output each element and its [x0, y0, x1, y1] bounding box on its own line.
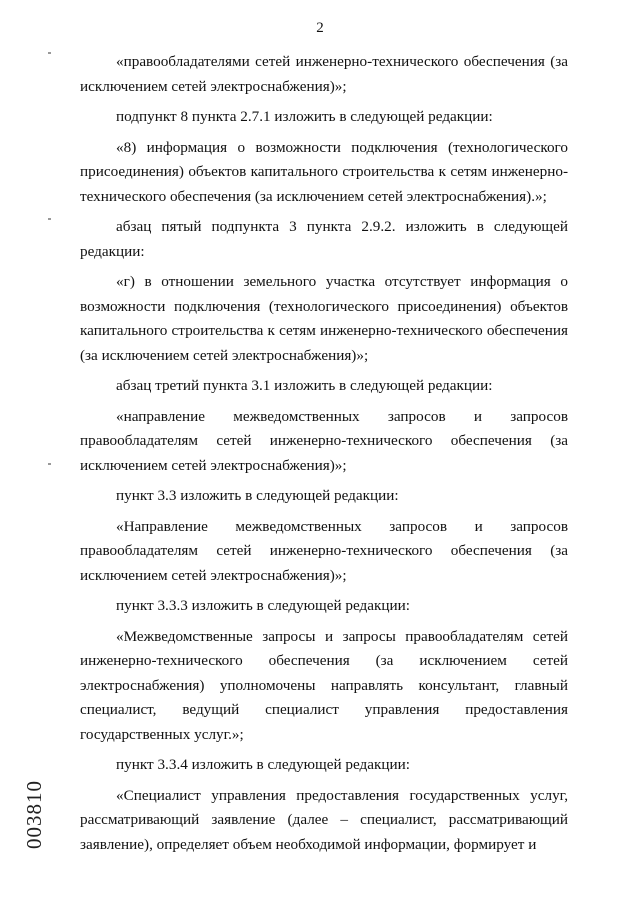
- paragraph: пункт 3.3 изложить в следующей редакции:: [116, 487, 399, 504]
- paragraph: «направление межведомственных запросов и запросов правообладателям сетей инженерно-технического обеспечения (за исключением сетей электроснабжения)»;: [80, 407, 568, 474]
- document-body: [80, 50, 568, 863]
- paragraph: «Специалист управления предоставления государственных услуг, рассматривающий заявление (далее – специалист, рассматривающий заявление), определяет объем необходимой информации, формирует и: [80, 786, 568, 853]
- paragraph: подпункт 8 пункта 2.7.1 изложить в следующей редакции:: [116, 108, 493, 125]
- page-number: 2: [316, 20, 324, 36]
- margin-mark: [48, 218, 51, 220]
- paragraph: «Направление межведомственных запросов и запросов правообладателям сетей инженерно-технического обеспечения (за исключением сетей электроснабжения)»;: [80, 517, 568, 584]
- paragraph: пункт 3.3.4 изложить в следующей редакции:: [116, 756, 410, 773]
- paragraph: «8) информация о возможности подключения (технологического присоединения) объектов капитального строительства к сетям инженерно-технического обеспечения (за исключением сетей электроснабжения).»;: [80, 138, 568, 205]
- paragraph: пункт 3.3.3 изложить в следующей редакции:: [116, 597, 410, 614]
- paragraph: «Межведомственные запросы и запросы правообладателям сетей инженерно-технического обеспечения (за исключением сетей электроснабжения) уполномочены направлять консультант, главный специалист, ведущий специалист управления предоставления государственных услуг.»;: [80, 627, 568, 743]
- margin-mark: [48, 52, 51, 54]
- paragraph: абзац третий пункта 3.1 изложить в следующей редакции:: [116, 377, 493, 394]
- paragraph: «правообладателями сетей инженерно-технического обеспечения (за исключением сетей электроснабжения)»;: [80, 53, 568, 95]
- paragraph: абзац пятый подпункта 3 пункта 2.9.2. изложить в следующей редакции:: [80, 218, 568, 260]
- serial-number: 003810: [22, 780, 46, 850]
- margin-mark: [48, 463, 51, 465]
- paragraph: «г) в отношении земельного участка отсутствует информация о возможности подключения (технологического присоединения) объектов капитального строительства к сетям инженерно-технического обеспечения (за исключением сетей электроснабжения)»;: [80, 273, 568, 364]
